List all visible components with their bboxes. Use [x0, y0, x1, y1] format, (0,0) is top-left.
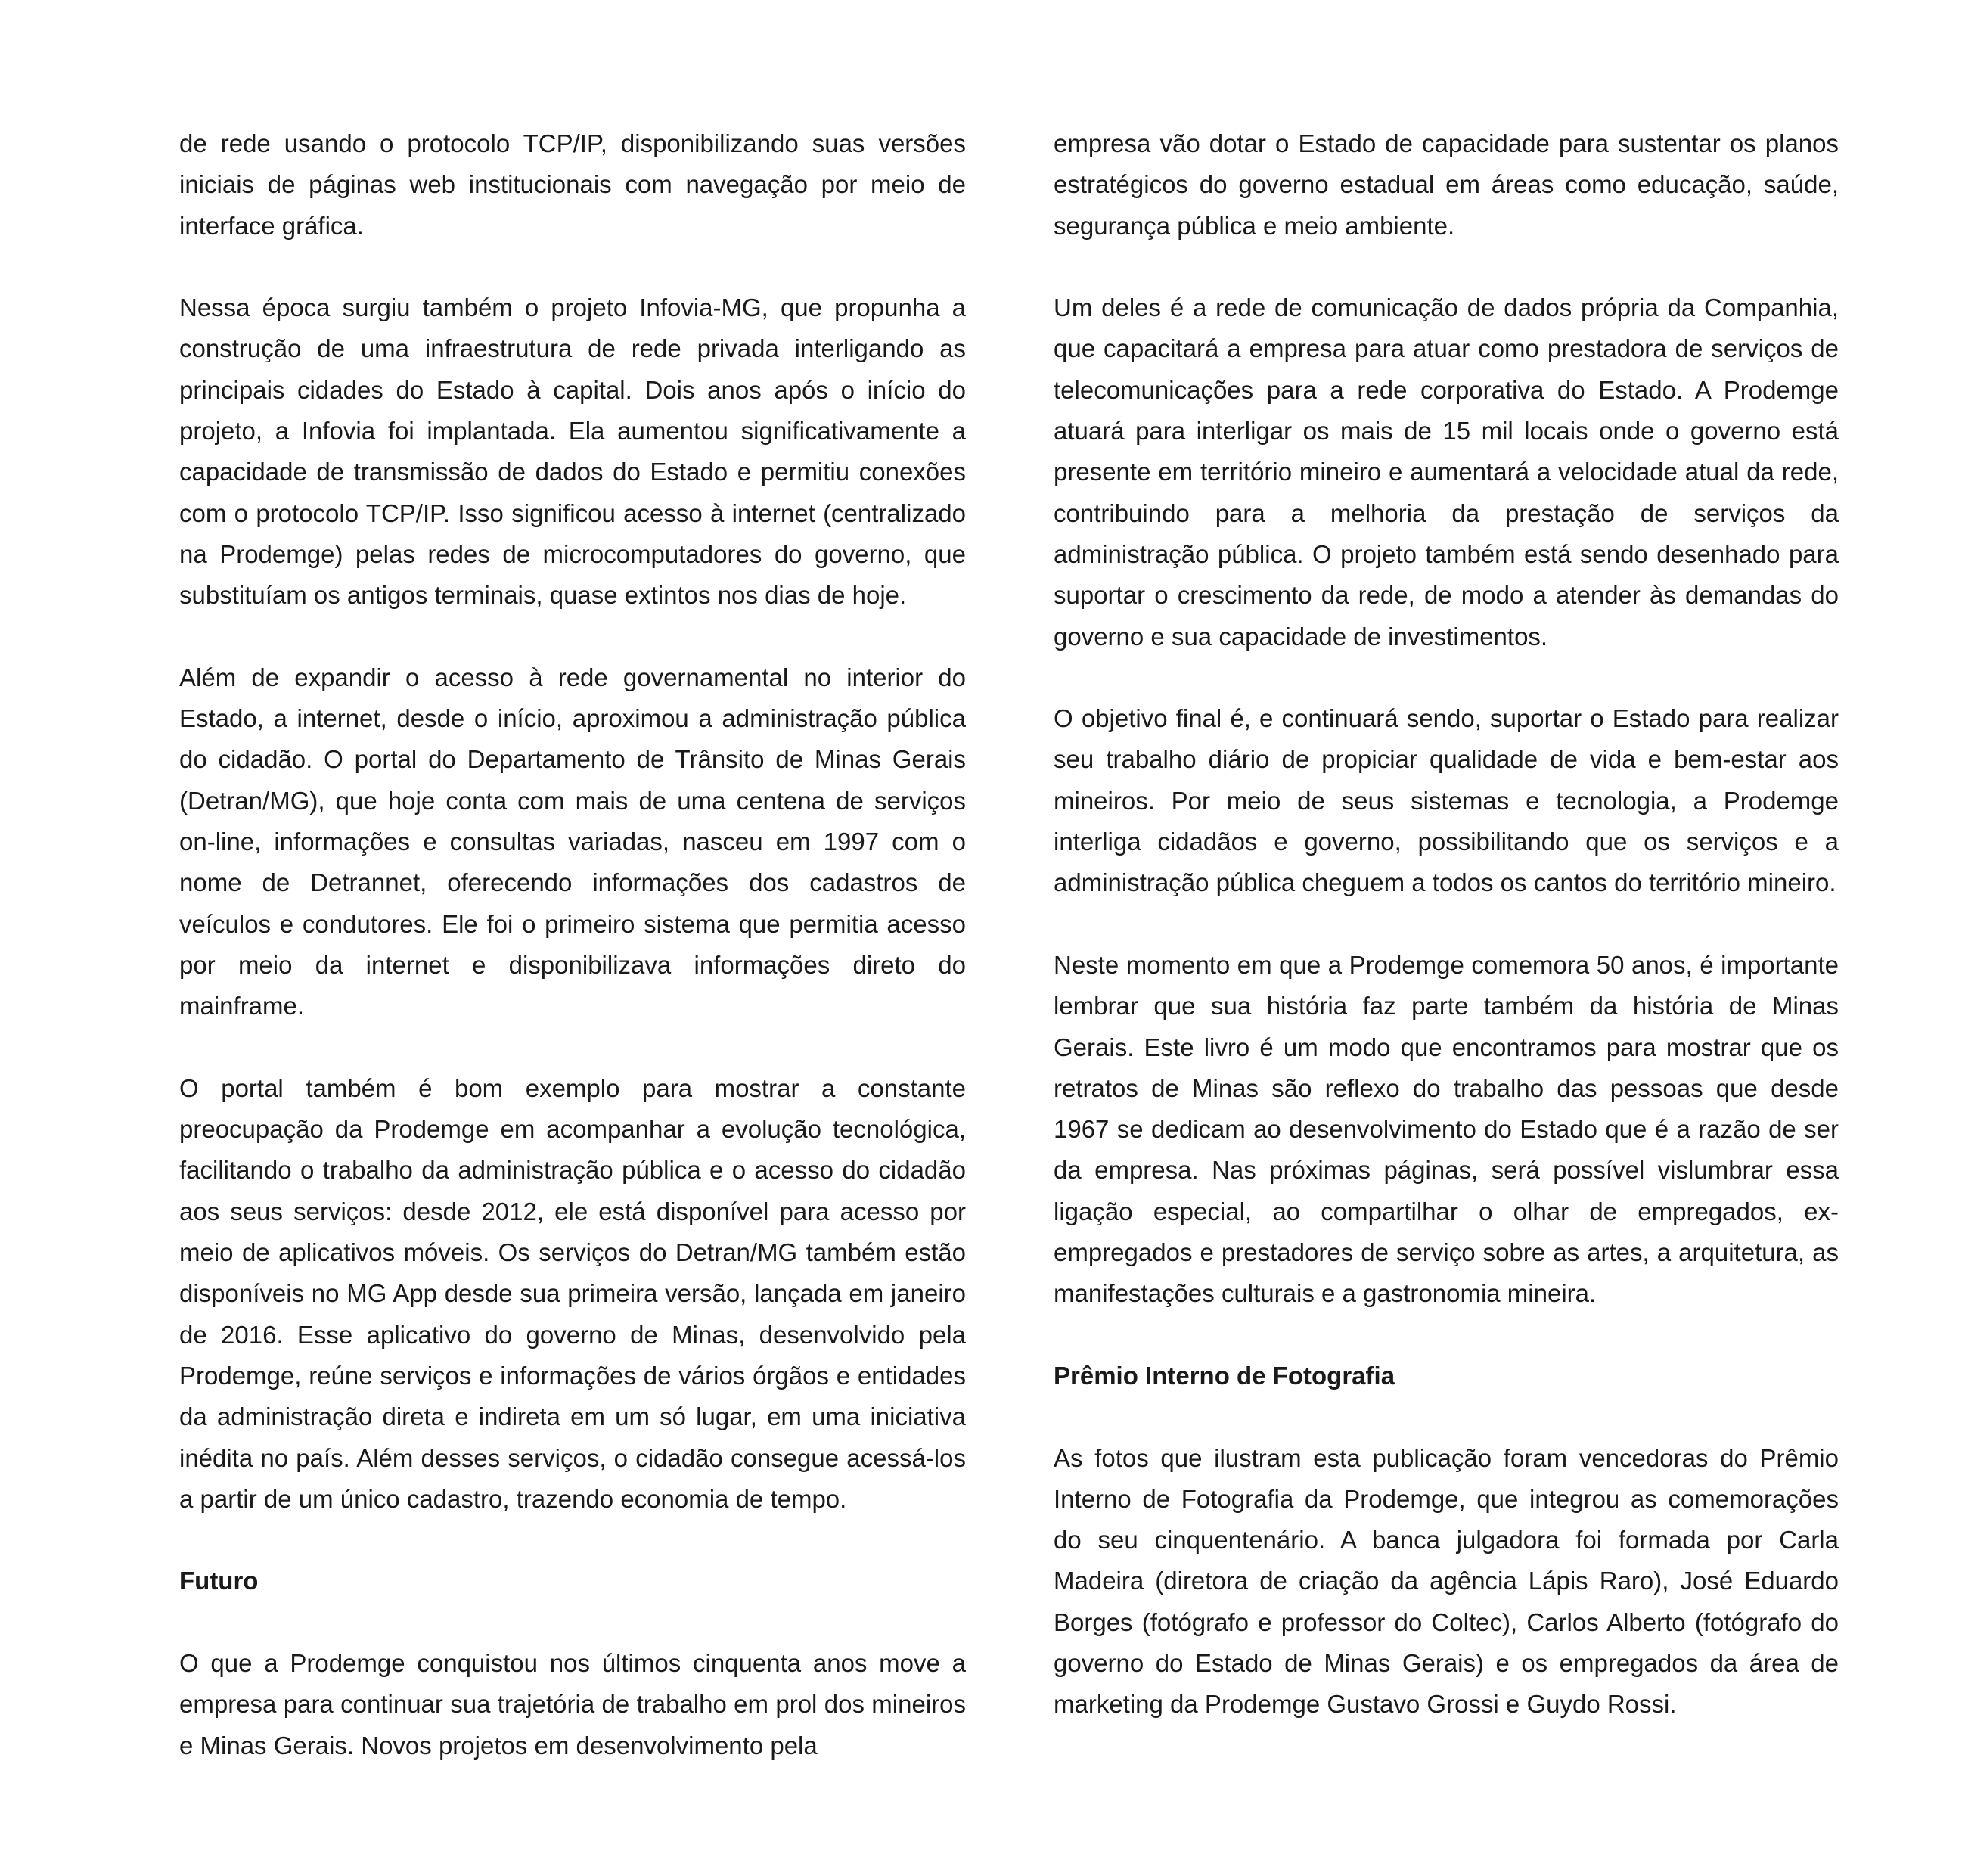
- section-heading-premio: Prêmio Interno de Fotografia: [1054, 1361, 1395, 1390]
- paragraph: As fotos que ilustram esta publicação foram vencedoras do Prêmio Interno de Fotografia da Prodemge, que integrou as comemorações do seu cinquentenário. A banca julgadora foi formada por Carla Madeira (diretora de criação da agência Lápis Raro), José Eduardo Borges (fotógrafo e professor do Coltec), Carlos Alberto (fotógrafo do governo do Estado de Minas Gerais) e os empregados da área de marketing da Prodemge Gustavo Grossi e Guydo Rossi.: [1054, 1443, 1839, 1719]
- paragraph: Nessa época surgiu também o projeto Infovia-MG, que propunha a construção de uma infraestrutura de rede privada interligando as principais cidades do Estado à capital. Dois anos após o início do projeto, a Infovia foi implantada. Ela aumentou significativamente a capacidade de transmissão de dados do Estado e permitiu conexões com o protocolo TCP/IP. Isso significou acesso à internet (centralizado na Prodemge) pelas redes de microcomputadores do governo, que substituíam os antigos terminais, quase extintos nos dias de hoje.: [179, 294, 966, 610]
- paragraph: O objetivo final é, e continuará sendo, suportar o Estado para realizar seu trabalho diário de propiciar qualidade de vida e bem-estar aos mineiros. Por meio de seus sistemas e tecnologia, a Prodemge interliga cidadãos e governo, possibilitando que os serviços e a administração pública cheguem a todos os cantos do território mineiro.: [1054, 704, 1839, 897]
- left-column: [179, 123, 966, 1766]
- paragraph: empresa vão dotar o Estado de capacidade para sustentar os planos estratégicos do governo estadual em áreas como educação, saúde, segurança pública e meio ambiente.: [1054, 129, 1839, 240]
- right-column: [1054, 123, 1839, 1725]
- paragraph: de rede usando o protocolo TCP/IP, disponibilizando suas versões iniciais de páginas web institucionais com navegação por meio de interface gráfica.: [179, 129, 966, 240]
- paragraph: Neste momento em que a Prodemge comemora 50 anos, é importante lembrar que sua história faz parte também da história de Minas Gerais. Este livro é um modo que encontramos para mostrar que os retratos de Minas são reflexo do trabalho das pessoas que desde 1967 se dedicam ao desenvolvimento do Estado que é a razão de ser da empresa. Nas próximas páginas, será possível vislumbrar essa ligação especial, ao compartilhar o olhar de empregados, ex-empregados e prestadores de serviço sobre as artes, a arquitetura, as manifestações culturais e a gastronomia mineira.: [1054, 950, 1839, 1308]
- paragraph: Um deles é a rede de comunicação de dados própria da Companhia, que capacitará a empresa para atuar como prestadora de serviços de telecomunicações para a rede corporativa do Estado. A Prodemge atuará para interligar os mais de 15 mil locais onde o governo está presente em território mineiro e aumentará a velocidade atual da rede, contribuindo para a melhoria da prestação de serviços da administração pública. O projeto também está sendo desenhado para suportar o crescimento da rede, de modo a atender às demandas do governo e sua capacidade de investimentos.: [1054, 294, 1839, 651]
- paragraph: O que a Prodemge conquistou nos últimos cinquenta anos move a empresa para continuar sua trajetória de trabalho em prol dos mineiros e Minas Gerais. Novos projetos em desenvolvimento pela: [179, 1648, 966, 1760]
- paragraph: O portal também é bom exemplo para mostrar a constante preocupação da Prodemge em acompanhar a evolução tecnológica, facilitando o trabalho da administração pública e o acesso do cidadão aos seus serviços: desde 2012, ele está disponível para acesso por meio de aplicativos móveis. Os serviços do Detran/MG também estão disponíveis no MG App desde sua primeira versão, lançada em janeiro de 2016. Esse aplicativo do governo de Minas, desenvolvido pela Prodemge, reúne serviços e informações de vários órgãos e entidades da administração direta e indireta em um só lugar, em uma iniciativa inédita no país. Além desses serviços, o cidadão consegue acessá-los a partir de um único cadastro, trazendo economia de tempo.: [179, 1073, 966, 1513]
- section-heading-futuro: Futuro: [179, 1567, 259, 1595]
- paragraph: Além de expandir o acesso à rede governamental no interior do Estado, a internet, desde o início, aproximou a administração pública do cidadão. O portal do Departamento de Trânsito de Minas Gerais (Detran/MG), que hoje conta com mais de uma centena de serviços on-line, informações e consultas variadas, nasceu em 1997 com o nome de Detrannet, oferecendo informações dos cadastros de veículos e condutores. Ele foi o primeiro sistema que permitia acesso por meio da internet e disponibilizava informações direto do mainframe.: [179, 663, 966, 1020]
